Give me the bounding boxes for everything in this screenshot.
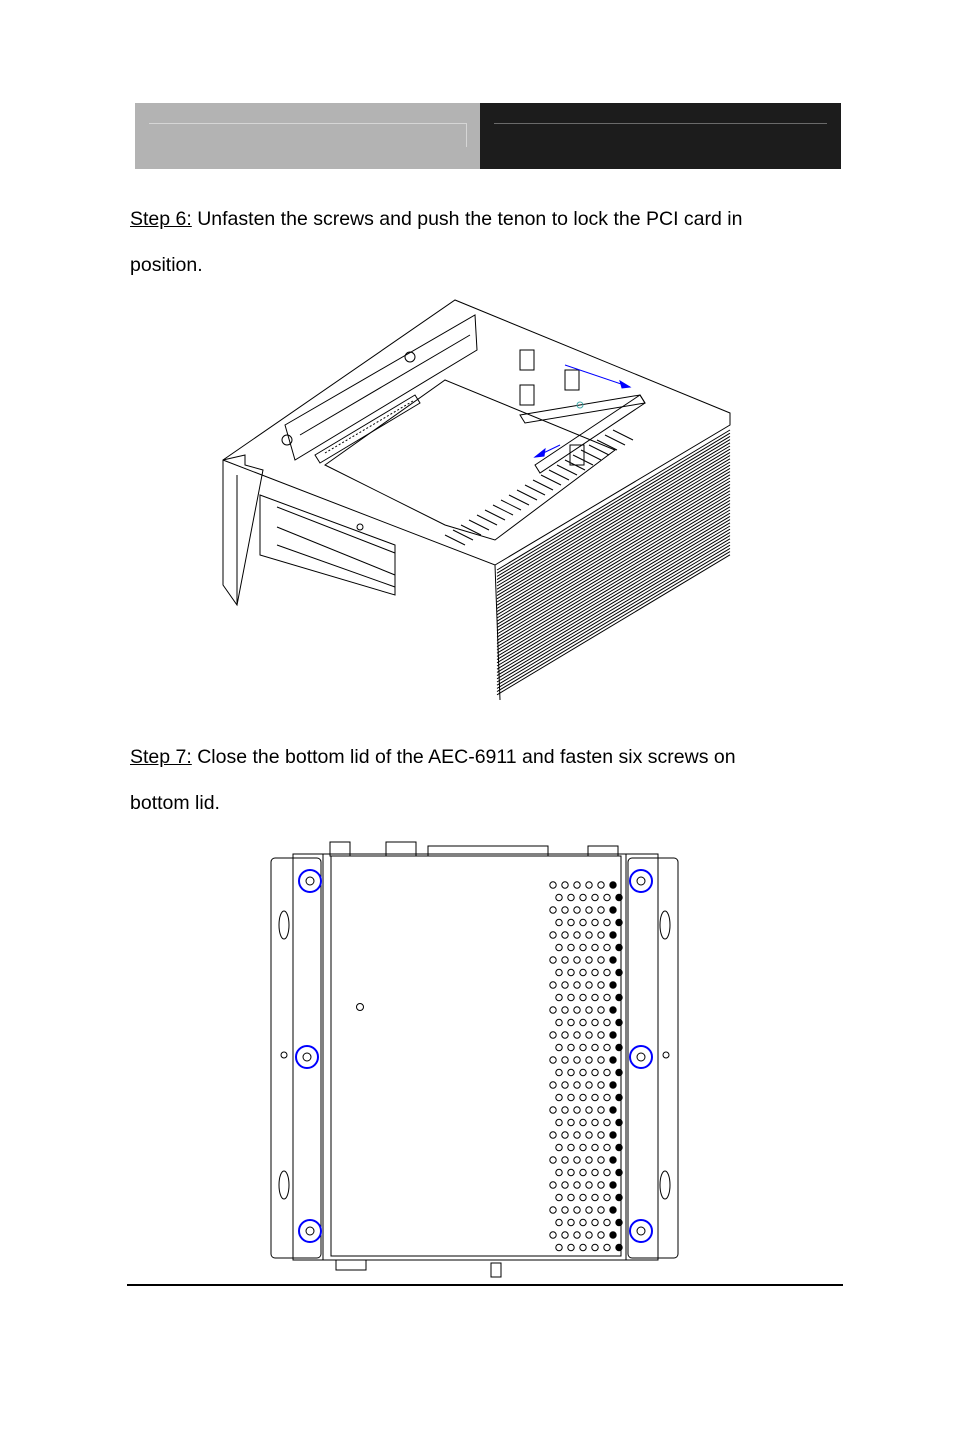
motion-arrowhead-1 [620, 381, 630, 388]
bottom-lid [331, 856, 621, 1256]
tenon-clip-2 [520, 385, 534, 405]
panel-screw-hole [357, 524, 363, 530]
header-right-rule [494, 123, 827, 124]
header-bar-right [480, 103, 841, 169]
screw-mid-right [630, 1046, 652, 1068]
riser-screw-2 [405, 352, 415, 362]
step7-label: Step 7: [130, 746, 192, 768]
tenon-clip-4 [565, 370, 579, 390]
vent-hole-grid [550, 882, 622, 1251]
side-heatsink-fins [497, 430, 730, 695]
bottom-lid-screws-illustration [268, 840, 683, 1280]
keyhole-slot-3 [660, 911, 670, 939]
screw-top-left [299, 870, 321, 892]
right-mounting-bracket [628, 858, 678, 1258]
connector-teeth [325, 401, 413, 453]
motion-arrowhead-2 [535, 449, 545, 457]
bracket-hole-right [663, 1052, 669, 1058]
tenon-rail [535, 395, 645, 473]
screw-bottom-right [630, 1220, 652, 1242]
screw-top-right [630, 870, 652, 892]
bottom-connector-1 [336, 1260, 366, 1270]
step7-paragraph [130, 734, 830, 826]
header-left-rule [149, 123, 467, 124]
step6-text-line1: Unfasten the screws and push the tenon to lock the PCI card in [191, 208, 743, 230]
step6-text-line2: position. [130, 254, 203, 276]
screw-bottom-left [299, 1220, 321, 1242]
keyhole-slot-4 [660, 1171, 670, 1199]
screw-mid-left [296, 1046, 318, 1068]
header-bar-left [135, 103, 480, 169]
keyhole-slot-2 [279, 1171, 289, 1199]
step6-paragraph [130, 196, 830, 288]
chassis-body [293, 854, 658, 1260]
step7-text-line2: bottom lid. [130, 792, 220, 814]
chassis-left-panel [223, 455, 263, 605]
step7-text-line1: Close the bottom lid of the AEC-6911 and fasten six screws on [191, 746, 736, 768]
bracket-hole-left [281, 1052, 287, 1058]
pci-edge-connector [315, 395, 420, 463]
bottom-connector-2 [491, 1263, 501, 1277]
keyhole-slot-1 [279, 911, 289, 939]
riser-screw-1 [282, 435, 292, 445]
step6-label: Step 6: [130, 208, 192, 230]
riser-inner-line [300, 335, 470, 435]
header-left-tick [466, 123, 467, 147]
pci-slot-line1 [277, 507, 395, 553]
footer-rule [127, 1284, 843, 1286]
pci-card-install-illustration [215, 295, 740, 705]
lid-hole [357, 1004, 364, 1011]
tenon-clip-1 [520, 350, 534, 370]
